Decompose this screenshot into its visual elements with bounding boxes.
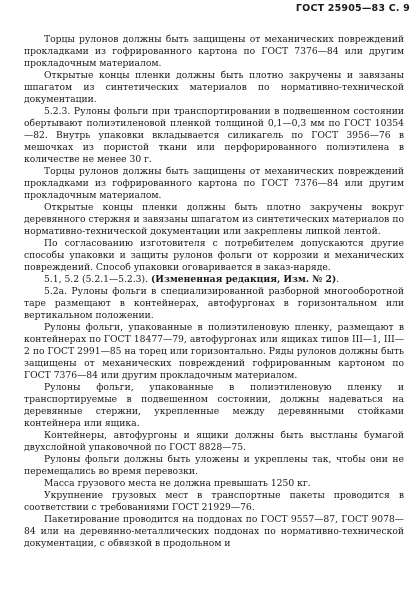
amendment-prefix: 5.1, 5.2 (5.2.1—5.2.3). bbox=[44, 274, 151, 285]
paragraph: Рулоны фольги должны быть уложены и укреплены так, чтобы они не перемещались во время перевозки. bbox=[24, 454, 404, 477]
amendment-note bbox=[24, 274, 404, 286]
paragraph: Открытые концы пленки должны быть плотно закручены вокруг деревянного стержня и завязаны шпагатом из синтетических материалов по нормативно-технической документации или закреплены липкой лентой. bbox=[24, 202, 404, 237]
paragraph: 5.2а. Рулоны фольги в специализированной разборной многооборотной таре размещают в контейнерах, автофургонах в горизонтальном или вертикальном положении. bbox=[24, 286, 404, 321]
paragraph: Торцы рулонов должны быть защищены от механических повреждений прокладками из гофрированного картона по ГОСТ 7376—84 или другим прокладочным материалом. bbox=[24, 34, 404, 69]
paragraph: Рулоны фольги, упакованные в полиэтиленовую пленку, размещают в контейнерах по ГОСТ 18477—79, автофургонах или ящиках типов III—1, III—2 по ГОСТ 2991—85 на торец или горизонтально. Ряды рулонов должны быть защищены от механических повреждений гофрированным картоном по ГОСТ 7376—84 или другим прокладочным материалом. bbox=[24, 322, 404, 381]
amendment-suffix: . bbox=[336, 274, 340, 285]
paragraph: Контейнеры, автофургоны и ящики должны быть выстланы бумагой двухслойной упаковочной по ГОСТ 8828—75. bbox=[24, 430, 404, 453]
paragraph: Масса грузового места не должна превышать 1250 кг. bbox=[44, 478, 311, 489]
paragraph: Торцы рулонов должны быть защищены от механических повреждений прокладками из гофрированного картона по ГОСТ 7376—84 или другим прокладочным материалом. bbox=[24, 166, 404, 201]
paragraph: Рулоны фольги, упакованные в полиэтиленовую пленку и транспортируемые в подвешенном состоянии, должны надеваться на деревянные стержни, укрепленные между деревянными стойками контейнера или ящика. bbox=[24, 382, 404, 429]
page-header: ГОСТ 25905—83 С. 9 bbox=[295, 3, 410, 14]
document-body bbox=[24, 34, 404, 550]
amendment-bold: (Измененная редакция, Изм. № 2) bbox=[150, 274, 337, 285]
paragraph: По согласованию изготовителя с потребителем допускаются другие способы упаковки и защиты рулонов фольги от коррозии и механических повреждений. Способ упаковки оговаривается в заказ-наряде. bbox=[24, 238, 404, 273]
paragraph: Пакетирование проводится на поддонах по ГОСТ 9557—87, ГОСТ 9078—84 или на деревянно-металлических поддонах по нормативно-технической документации, с обвязкой в продольном и bbox=[24, 514, 404, 549]
paragraph: 5.2.3. Рулоны фольги при транспортировании в подвешенном состоянии обертывают полиэтиленовой пленкой толщиной 0,1—0,3 мм по ГОСТ 10354—82. Внутрь упаковки вкладывается силикагель по ГОСТ 3956—76 в мешочках из пористой ткани или перфорированного полиэтилена в количестве не менее 30 г. bbox=[24, 106, 404, 165]
paragraph: Укрупнение грузовых мест в транспортные пакеты проводится в соответствии с требованиями ГОСТ 21929—76. bbox=[24, 490, 404, 513]
paragraph: Открытые концы пленки должны быть плотно закручены и завязаны шпагатом из синтетических материалов по нормативно-технической документации. bbox=[24, 70, 404, 105]
